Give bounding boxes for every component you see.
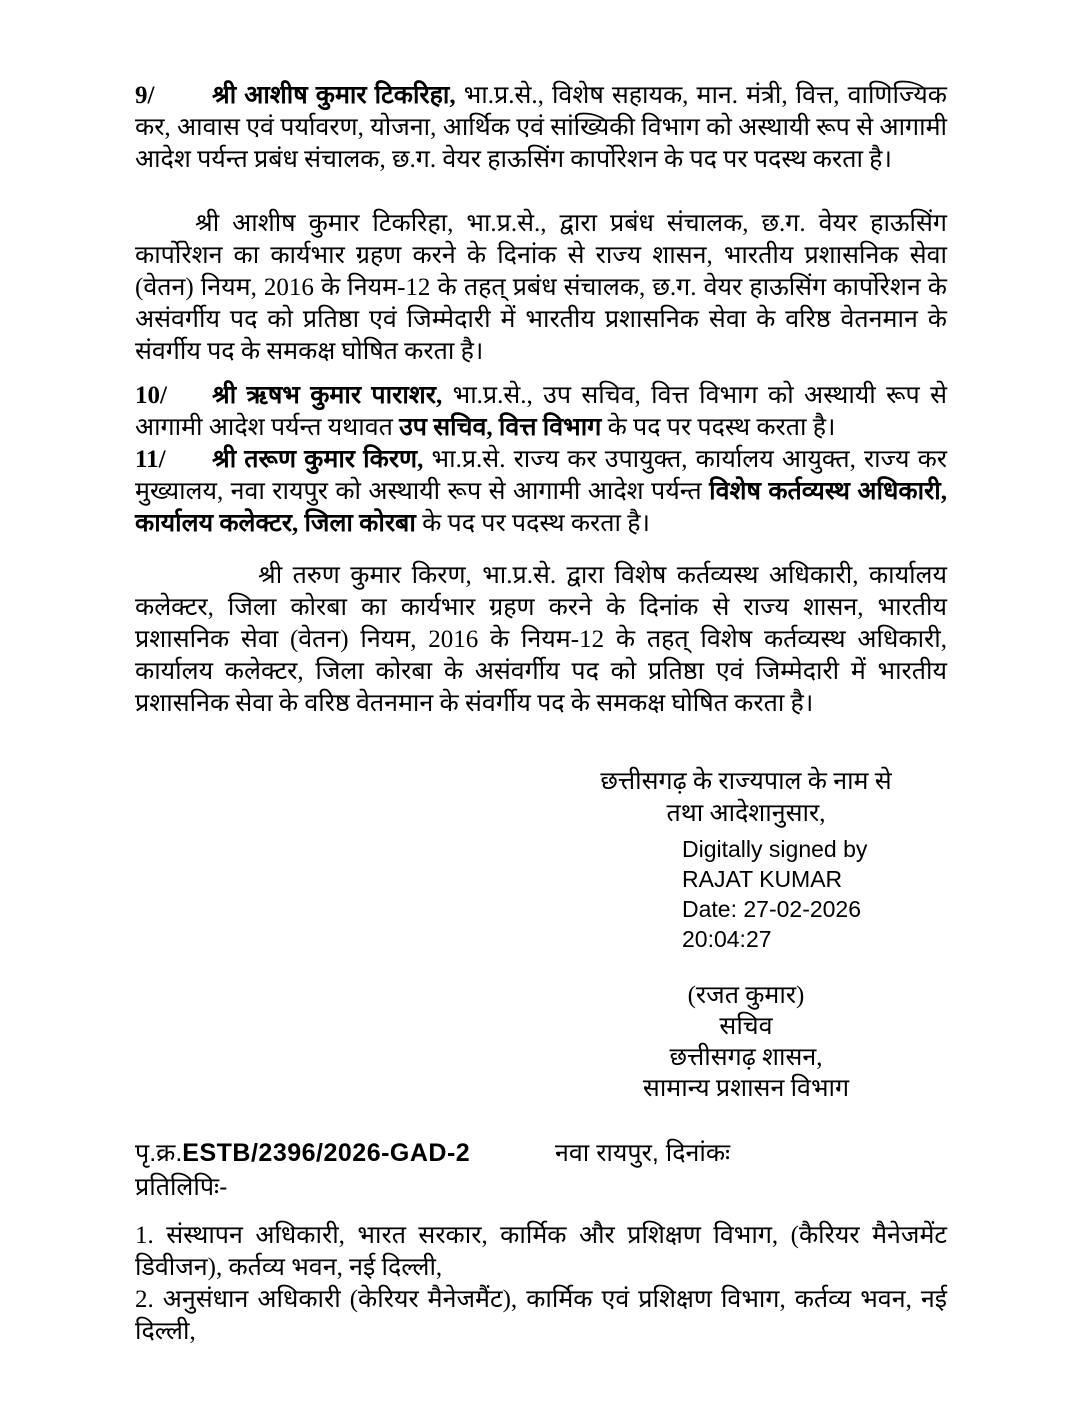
- item-11-text-2: के पद पर पदस्थ करता है।: [415, 510, 650, 537]
- digital-signature-stamp: [560, 834, 932, 954]
- signer-details: [560, 980, 932, 1104]
- item-11-text-1: भा.प्र.से. राज्य कर उपायुक्त, कार्यालय आयुक्त, राज्य कर मुख्यालय, नवा रायपुर को अस्थायी रूप से आगामी आदेश पर्यन्त: [135, 446, 947, 505]
- item-10-post-bold: उप सचिव, वित्त विभाग: [399, 414, 602, 441]
- equivalence-para-kiran: [135, 560, 947, 720]
- signer-dept: सामान्य प्रशासन विभाग: [642, 1075, 850, 1102]
- equivalence-para-tikariha-text: श्री आशीष कुमार टिकरिहा, भा.प्र.से., द्वारा प्रबंध संचालक, छ.ग. वेयर हाऊसिंग कार्पोरेशन का कार्यभार ग्रहण करने के दिनांक से राज्य शासन, भारतीय प्रशासनिक सेवा (वेतन) नियम, 2016 के नियम-12 के तहत् प्रबंध संचालक, छ.ग. वेयर हाऊसिंग कार्पोरेशन के असंवर्गीय पद को प्रतिष्ठा एवं जिम्मेदारी में भारतीय प्रशासनिक सेवा के वरिष्ठ वेतनमान के संवर्गीय पद के समकक्ष घोषित करता है।: [135, 210, 947, 365]
- item-10-officer-name: श्री ऋषभ कुमार पाराशर,: [212, 382, 443, 409]
- equivalence-para-tikariha: [135, 208, 947, 368]
- signer-name: (रजत कुमार): [687, 982, 805, 1009]
- item-11-post-bold: विशेष कर्तव्यस्थ अधिकारी, कार्यालय कलेक्टर, जिला कोरबा: [135, 478, 947, 537]
- reference-left: [135, 1136, 555, 1170]
- place-date: नवा रायपुर, दिनांकः: [555, 1139, 731, 1167]
- signer-govt: छत्तीसगढ़ शासन,: [669, 1044, 823, 1071]
- signature-block: [560, 766, 932, 1104]
- equivalence-para-kiran-text: श्री तरुण कुमार किरण, भा.प्र.से. द्वारा विशेष कर्तव्यस्थ अधिकारी, कार्यालय कलेक्टर, जिला कोरबा का कार्यभार ग्रहण करने के दिनांक से राज्य शासन, भारतीय प्रशासनिक सेवा (वेतन) नियम, 2016 के नियम-12 के तहत् विशेष कर्तव्यस्थ अधिकारी, कार्यालय कलेक्टर, जिला कोरबा के असंवर्गीय पद को प्रतिष्ठा एवं जिम्मेदारी में भारतीय प्रशासनिक सेवा के वरिष्ठ वेतनमान के संवर्गीय पद के समकक्ष घोषित करता है।: [135, 562, 947, 717]
- order-item-10: [135, 380, 947, 444]
- reference-line: [135, 1136, 947, 1170]
- digital-signature-time: 20:04:27: [682, 926, 772, 952]
- item-9-officer-name: श्री आशीष कुमार टिकरिहा,: [212, 82, 456, 109]
- copy-item-1: 1. संस्थापन अधिकारी, भारत सरकार, कार्मिक और प्रशिक्षण विभाग, (कैरियर मैनेजमेंट डिवीजन), कर्तव्य भवन, नई दिल्ली,: [135, 1222, 947, 1281]
- digital-signature-line-1: Digitally signed by: [682, 836, 868, 862]
- item-11-officer-name: श्री तरूण कुमार किरण,: [212, 446, 424, 473]
- item-9-number: 9/: [135, 82, 155, 109]
- item-11-number: 11/: [135, 446, 166, 473]
- digital-signature-date: Date: 27-02-2026: [682, 896, 862, 922]
- copy-item-2: 2. अनुसंधान अधिकारी (केरियर मैनेजमैंट), कार्मिक एवं प्रशिक्षण विभाग, कर्तव्य भवन, नई दिल्ली,: [135, 1286, 947, 1345]
- ref-prefix: पृ.क्र.: [135, 1139, 183, 1167]
- authority-line-1: छत्तीसगढ़ के राज्यपाल के नाम से: [600, 768, 892, 795]
- order-item-9: [135, 80, 947, 176]
- ref-number: ESTB/2396/2026-GAD-2: [182, 1139, 471, 1167]
- item-10-number: 10/: [135, 382, 167, 409]
- copies-label: प्रतिलिपिः-: [135, 1173, 228, 1201]
- digital-signature-signer: RAJAT KUMAR: [682, 866, 843, 892]
- authority-line-2: तथा आदेशानुसार,: [666, 800, 826, 827]
- order-item-11: [135, 444, 947, 540]
- item-9-text: भा.प्र.से., विशेष सहायक, मान. मंत्री, वित्त, वाणिज्यिक कर, आवास एवं पर्यावरण, योजना, आर्थिक एवं सांख्यिकी विभाग को अस्थायी रूप से आगामी आदेश पर्यन्त प्रबंध संचालक, छ.ग. वेयर हाऊसिंग कार्पोरेशन के पद पर पदस्थ करता है।: [135, 82, 947, 173]
- signer-title: सचिव: [719, 1013, 773, 1040]
- item-10-text-2: के पद पर पदस्थ करता है।: [601, 414, 836, 441]
- item-10-text-1: भा.प्र.से., उप सचिव, वित्त विभाग को अस्थायी रूप से आगामी आदेश पर्यन्त यथावत: [135, 382, 947, 441]
